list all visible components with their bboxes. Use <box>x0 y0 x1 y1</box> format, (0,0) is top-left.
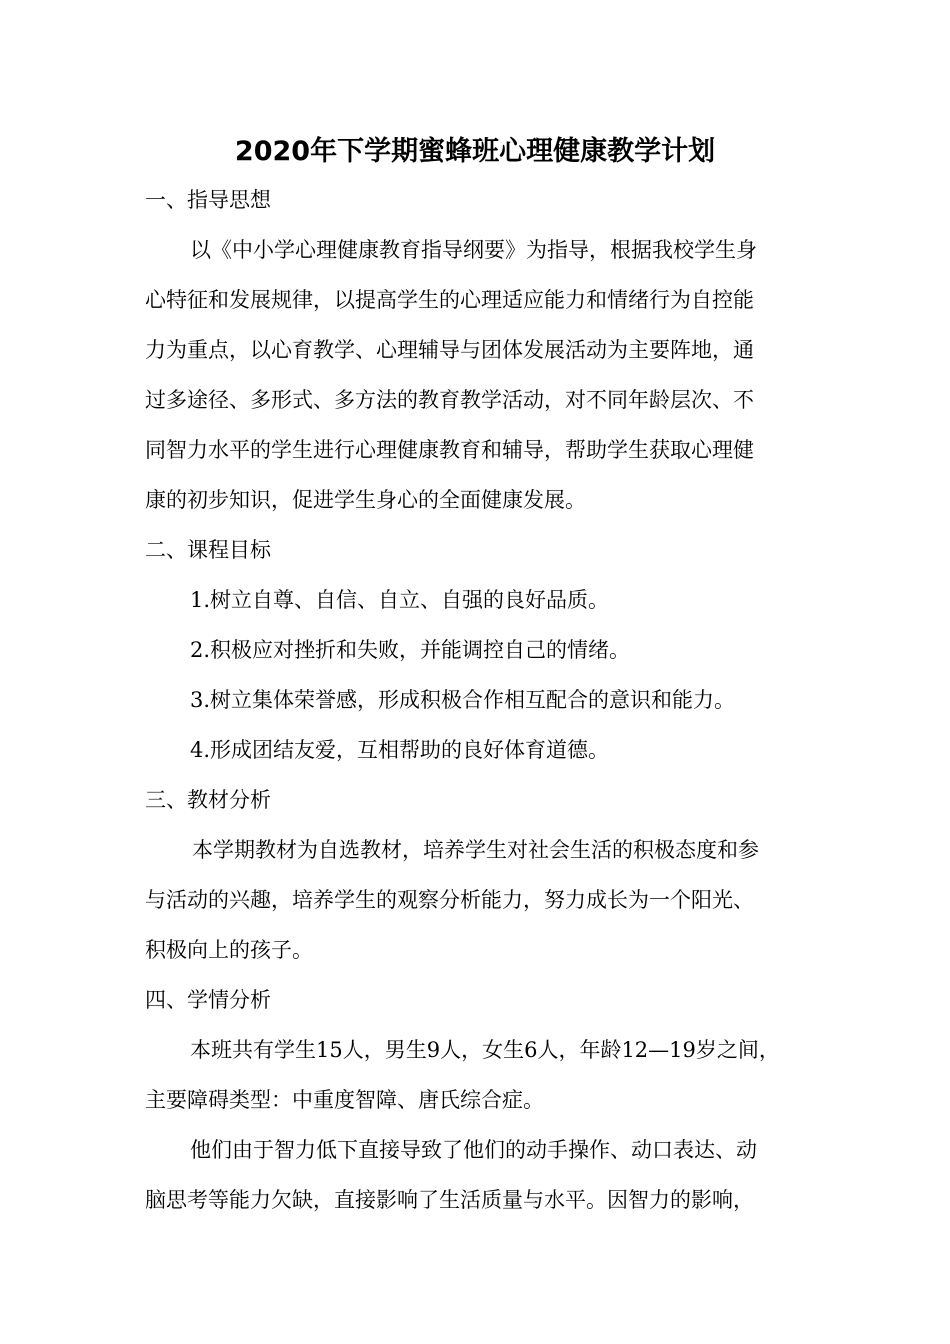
paragraph-line: 本学期教材为自选教材，培养学生对社会生活的积极态度和参 <box>192 838 759 862</box>
paragraph-line: 主要障碍类型：中重度智障、唐氏综合症。 <box>145 1088 544 1112</box>
goal-item: 4.形成团结友爱，互相帮助的良好体育道德。 <box>190 738 610 762</box>
paragraph-line: 积极向上的孩子。 <box>145 938 313 962</box>
goal-item: 1.树立自尊、自信、自立、自强的良好品质。 <box>190 588 610 612</box>
paragraph-line: 力为重点，以心育教学、心理辅导与团体发展活动为主要阵地，通 <box>145 338 754 362</box>
paragraph-line: 以《中小学心理健康教育指导纲要》为指导，根据我校学生身 <box>190 238 757 262</box>
paragraph-line: 本班共有学生15人，男生9人，女生6人，年龄12—19岁之间， <box>190 1038 780 1062</box>
section-heading-course-goals: 二、课程目标 <box>145 538 271 562</box>
document-title: 2020年下学期蜜蜂班心理健康教学计划 <box>234 136 716 167</box>
section-heading-student-analysis: 四、学情分析 <box>145 988 271 1012</box>
paragraph-line: 脑思考等能力欠缺，直接影响了生活质量与水平。因智力的影响， <box>145 1188 754 1212</box>
paragraph-line: 同智力水平的学生进行心理健康教育和辅导，帮助学生获取心理健 <box>145 438 754 462</box>
paragraph-line: 心特征和发展规律，以提高学生的心理适应能力和情绪行为自控能 <box>145 288 754 312</box>
paragraph-line: 康的初步知识，促进学生身心的全面健康发展。 <box>145 488 586 512</box>
section-heading-textbook-analysis: 三、教材分析 <box>145 788 271 812</box>
section-heading-guiding-ideology: 一、指导思想 <box>145 188 271 212</box>
goal-item: 3.树立集体荣誉感，形成积极合作相互配合的意识和能力。 <box>190 688 736 712</box>
paragraph-line: 他们由于智力低下直接导致了他们的动手操作、动口表达、动 <box>190 1138 757 1162</box>
goal-item: 2.积极应对挫折和失败，并能调控自己的情绪。 <box>190 638 631 662</box>
paragraph-line: 过多途径、多形式、多方法的教育教学活动，对不同年龄层次、不 <box>145 388 754 412</box>
paragraph-line: 与活动的兴趣，培养学生的观察分析能力，努力成长为一个阳光、 <box>145 888 754 912</box>
